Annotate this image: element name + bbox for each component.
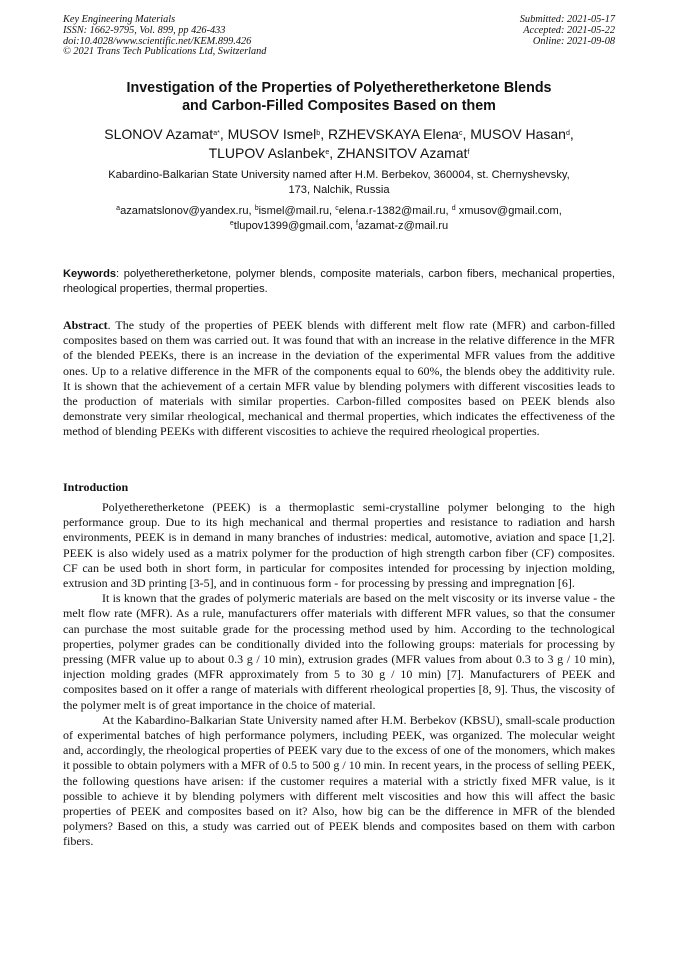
email-link[interactable]: elena.r-1382@mail.ru: [338, 205, 446, 217]
author-sup: b: [316, 130, 321, 137]
introduction-body: [63, 500, 615, 850]
author-sup: a*: [213, 130, 220, 137]
email-link[interactable]: azamat-z@mail.ru: [357, 219, 449, 232]
author-sup: f: [467, 149, 470, 156]
title-line-2: and Carbon-Filled Composites Based on them: [182, 97, 496, 114]
journal-copyright: © 2021 Trans Tech Publications Ltd, Switzerland: [63, 46, 267, 58]
journal-name: Key Engineering Materials: [63, 14, 176, 25]
email-link[interactable]: tlupov1399@gmail.com: [233, 219, 350, 232]
accepted-date: Accepted: 2021-05-22: [523, 24, 615, 36]
author-name: MUSOV Ismel: [227, 126, 317, 142]
author-name: MUSOV Hasan: [470, 126, 566, 142]
email-line-2: $^e$tlupov1399@gmail.com, $^f$azamat-z@mail.ru: [229, 219, 449, 232]
email-link[interactable]: ismel@mail.ru: [258, 205, 330, 217]
keywords-text: : polyetheretherketone, polymer blends, composite materials, carbon fibers, mechanical properties, rheological properties, thermal properties.: [63, 268, 615, 295]
email-line-1: $^a$azamatslonov@yandex.ru, $^b$ismel@mail.ru, $^c$elena.r-1382@mail.ru, $^d$ xmusov@gmail.com,: [116, 205, 562, 217]
email-link[interactable]: azamatslonov@yandex.ru: [120, 205, 249, 217]
affiliation-line-2: 173, Nalchik, Russia: [288, 183, 390, 196]
dates-info: [520, 15, 615, 47]
online-date: Online: 2021-09-08: [532, 35, 615, 47]
title-line-1: Investigation of the Properties of Polyetheretherketone Blends: [126, 80, 552, 96]
journal-issn: ISSN: 1662-9795, Vol. 899, pp 426-433: [63, 24, 226, 36]
paragraph: It is known that the grades of polymeric materials are based on the melt viscosity or its inverse value - the melt flow rate (MFR). As a rule, manufacturers offer materials with different MFR values, so that the consumer can purchase the most suitable grade for the processing method used by him. According to the technological properties, polymer grades can be conditionally divided into the following groups: materials for processing by pressing (MFR value up to about 0.3 g / 10 min), extrusion grades (MFR values from about 0.3 to 3 g / 10 min), injection molding grades (MFR approximately from 5 to 30 g / 10 min) [7]. Manufacturers of PEEK and composites based on it offer a range of materials with different rheological properties [8, 9]. Thus, the viscosity of the polymer melt is of great importance in the choice of material.: [63, 591, 615, 712]
paper-title: [40, 80, 638, 115]
author-list: [40, 125, 638, 163]
journal-info: [63, 15, 266, 58]
affiliation-line-1: Kabardino-Balkarian State University named after H.M. Berbekov, 360004, st. Chernyshevsky,: [108, 169, 570, 181]
author-name: SLONOV Azamat: [104, 126, 214, 142]
submitted-date: Submitted: 2021-05-17: [519, 14, 615, 25]
introduction-heading: Introduction: [63, 480, 129, 494]
author-name: TLUPOV Aslanbek: [208, 145, 326, 161]
journal-doi[interactable]: doi:10.4028/www.scientific.net/KEM.899.426: [63, 35, 252, 47]
author-sup: e: [325, 149, 330, 156]
author-line-1: SLONOV Azamat$^{a*}$, MUSOV Ismel$^b$, RZHEVSKAYA Elena$^c$, MUSOV Hasan$^d$,: [104, 126, 574, 142]
author-name: RZHEVSKAYA Elena: [327, 126, 459, 142]
keywords-label: Keywords: [63, 268, 117, 280]
paragraph: Polyetheretherketone (PEEK) is a thermoplastic semi-crystalline polymer belonging to the high performance group. Due to its high mechanical and thermal properties and resistance to radiation and harsh environments, PEEK is in demand in many branches of industries: medical, automotive, aviation and space [1,2]. PEEK is also widely used as a matrix polymer for the production of high strength carbon fiber (CF) composites. CF can be used both in short form, in particular for composites intended for processing by injection molding, extrusion and 3D printing [3-5], and in continuous form - for processing by pressing and impregnation [6].: [63, 500, 615, 591]
author-sup: d: [565, 130, 570, 137]
paragraph: At the Kabardino-Balkarian State University named after H.M. Berbekov (KBSU), small-scale production of experimental batches of high performance polymers, including PEEK, was organized. The molecular weight and, accordingly, the rheological properties of PEEK vary due to the excess of one of the monomers, which makes it possible to obtain polymers with a MFR of 0.5 to 500 g / 10 min. In recent years, in the process of selling PEEK, the following questions have arisen: if the customer requires a material with a strictly fixed MFR value, is it possible to achieve it by blending polymers with different melt viscosities and how this will affect the basic properties of PEEK and composites based on it? Also, how big can be the difference in MFR of the blended polymers? Based on this, a study was carried out of PEEK blends and composites based on them with carbon fibers.: [63, 712, 615, 849]
author-sup: c: [458, 130, 463, 137]
email-link[interactable]: xmusov@gmail.com,: [455, 205, 562, 217]
keywords-section: [63, 267, 615, 296]
abstract-label: Abstract: [63, 318, 108, 332]
affiliation: [64, 168, 614, 197]
abstract-section: [63, 318, 615, 440]
email-list: [64, 204, 614, 233]
author-name: ZHANSITOV Azamat: [337, 145, 468, 161]
abstract-text: . The study of the properties of PEEK blends with different melt flow rate (MFR) and carbon-filled composites based on them was carried out. It was found that with an increase in the relative difference in the MFR of the blended PEEKs, there is an increase in the deviation of the experimental MFR values from the additive ones. Up to a relative difference in the MFR of the components equal to 60%, the blends obey the additivity rule. It is shown that the achievement of a certain MFR value by blending polymers with different viscosities leads to the production of materials with similar properties. Carbon-filled composites based on PEEK blends also demonstrate very similar rheological, mechanical and thermal properties, which indicates the effectiveness of the method of blending PEEKs with different viscosities to achieve the required rheological properties.: [63, 318, 615, 439]
author-line-2: TLUPOV Aslanbek$^e$, ZHANSITOV Azamat$^f$: [208, 145, 470, 161]
